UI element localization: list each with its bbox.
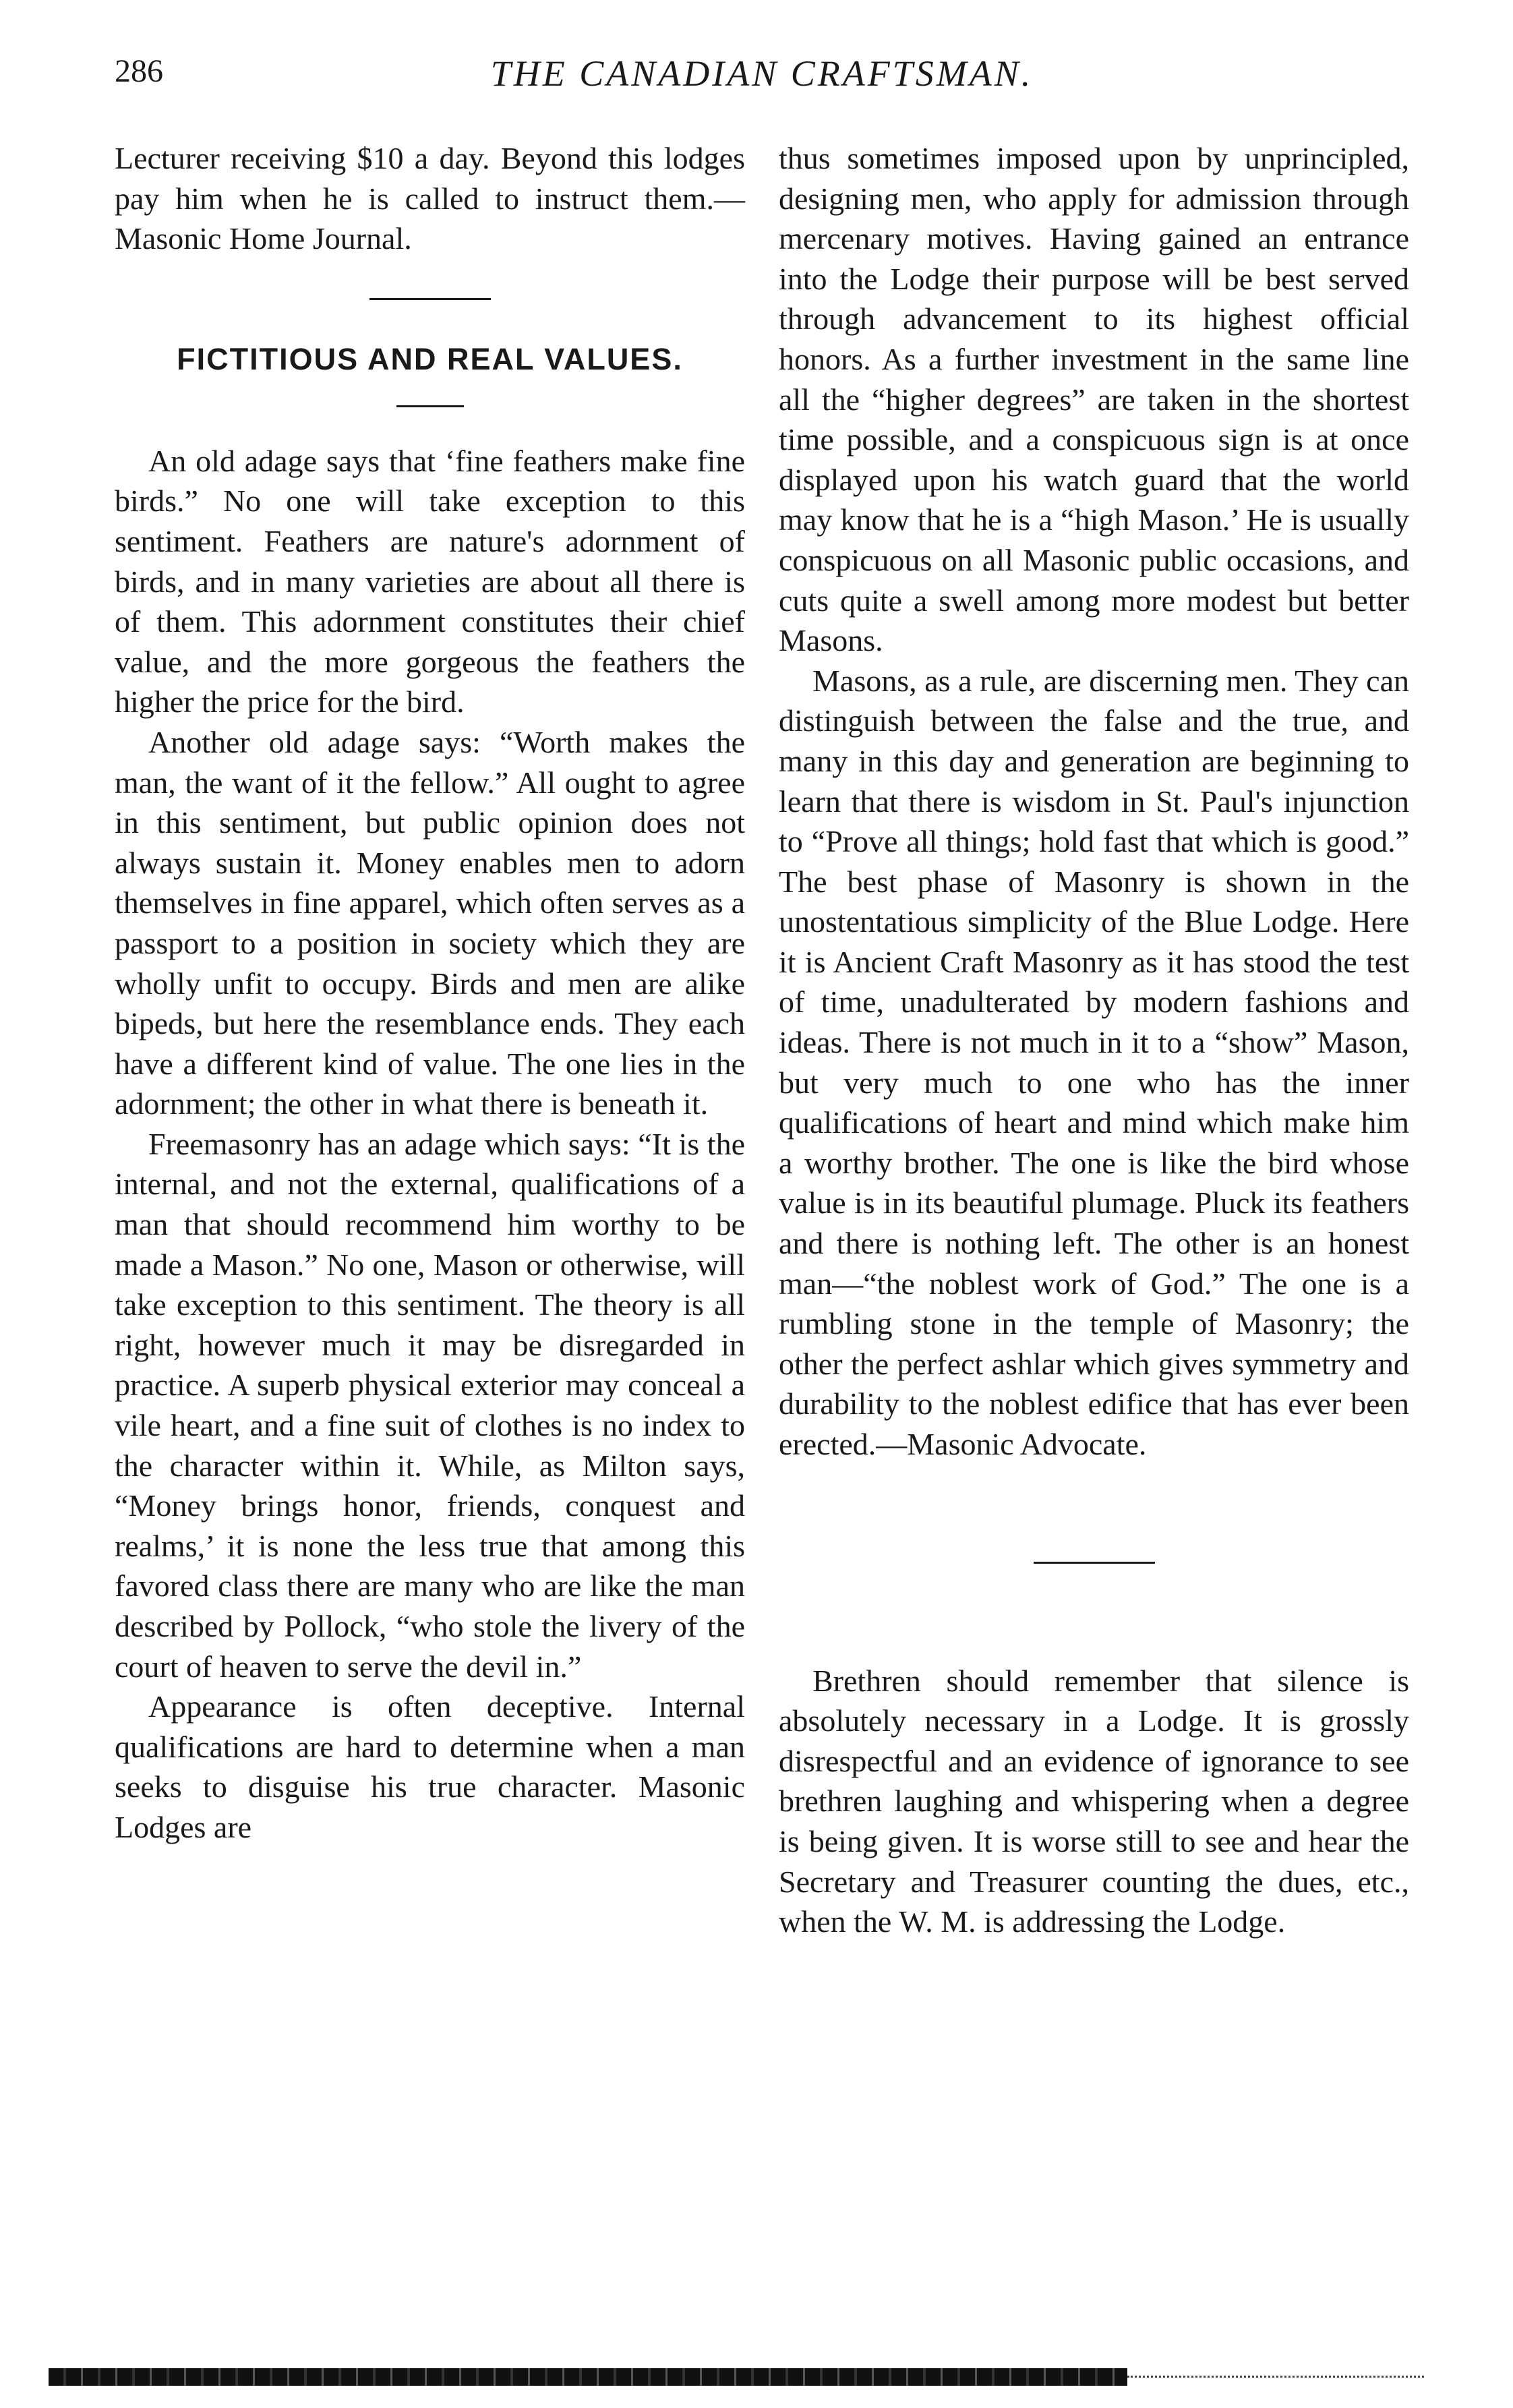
page-header xyxy=(115,53,1409,113)
right-column xyxy=(779,138,1409,1942)
section-divider xyxy=(369,298,491,300)
spacer xyxy=(779,1465,1409,1523)
article-paragraph-2: Another old adage says: “Worth makes the man, the want of it the fellow.” All ought to agree in this sentiment, but public opinion does not always sustain it. Money enables men to adorn themselves in fine apparel, which often serves as a passport to a position in society which they are wholly unfit to occupy. Birds and men are alike bipeds, but here the resemblance ends. They each have a different kind of value. The one lies in the adornment; the other in what there is beneath it. xyxy=(115,724,745,1121)
title-divider xyxy=(396,405,464,407)
bottom-border-line xyxy=(1127,2376,1424,2378)
article-paragraph-5: thus sometimes imposed upon by unprincipled, designing men, who apply for admission through mercenary motives. Having gained an entrance into the Lodge their purpose will be best served through advancement to its highest official honors. As a further investment in the same line all the “higher degrees” are taken in the shortest time possible, and a conspicuous sign is at once displayed upon his watch guard that the world may know that he is a “high Mason.’ He is usually conspicuous on all Masonic public occasions, and cuts quite a swell among more modest but better Masons. xyxy=(779,141,1409,658)
article-paragraph-6: Masons, as a rule, are discerning men. They can distinguish between the false and the true, and many in this day and generation are beginning to learn that there is wisdom in St. Paul's injunction to “Prove all things; hold fast that which is good.” The best phase of Masonry is shown in the unostentatious simplicity of the Blue Lodge. Here it is Ancient Craft Masonry as it has stood the test of time, unadulterated by modern fashions and ideas. There is not much in it to a “show” Mason, but very much to one who has the inner qualifications of heart and mind which make him a worthy brother. The one is like the bird whose value is in its beautiful plumage. Pluck its feathers and there is nothing left. The other is an honest man—“the noblest work of God.” The one is a rumbling stone in the temple of Masonry; the other the perfect ashlar which gives symmetry and durability to the noblest edifice that has ever been erected.—Masonic Advocate. xyxy=(779,663,1409,1461)
left-column xyxy=(115,138,745,1848)
continuation-paragraph: Lecturer receiving $10 a day. Beyond this lodges pay him when he is called to instruct them.—Masonic Home Journal. xyxy=(115,141,745,256)
article-paragraph-4: Appearance is often deceptive. Internal qualifications are hard to determine when a man seeks to disguise his true character. Masonic Lodges are xyxy=(115,1689,745,1844)
page-number: 286 xyxy=(115,53,163,89)
running-title: THE CANADIAN CRAFTSMAN. xyxy=(490,53,1034,94)
spacer xyxy=(779,1603,1409,1661)
section-divider xyxy=(1034,1562,1155,1564)
article-title: FICTITIOUS AND REAL VALUES. xyxy=(177,341,683,376)
article-paragraph-3: Freemasonry has an adage which says: “It is the internal, and not the external, qualifications of a man that should recommend him worthy to be made a Mason.” No one, Mason or otherwise, will take exception to this sentiment. The theory is all right, however much it may be disregarded in practice. A superb physical exterior may conceal a vile heart, and a fine suit of clothes is no index to the character within it. While, as Milton says, “Money brings honor, friends, conquest and realms,’ it is none the less true that among this favored class there are many who are like the man described by Pollock, “who stole the livery of the court of heaven to serve the devil in.” xyxy=(115,1126,745,1684)
bottom-border-band xyxy=(49,2368,1127,2386)
closing-paragraph: Brethren should remember that silence is absolutely necessary in a Lodge. It is grossly disrespectful and an evidence of ignorance to see brethren laughing and whispering when a degree is being given. It is worse still to see and hear the Secretary and Treasurer counting the dues, etc., when the W. M. is addressing the Lodge. xyxy=(779,1663,1409,1939)
article-paragraph-1: An old adage says that ‘fine feathers make fine birds.” No one will take exception to this sentiment. Feathers are nature's adornment of birds, and in many varieties are about all there is of them. This adornment constitutes their chief value, and the more gorgeous the feathers the higher the price for the bird. xyxy=(115,443,745,720)
